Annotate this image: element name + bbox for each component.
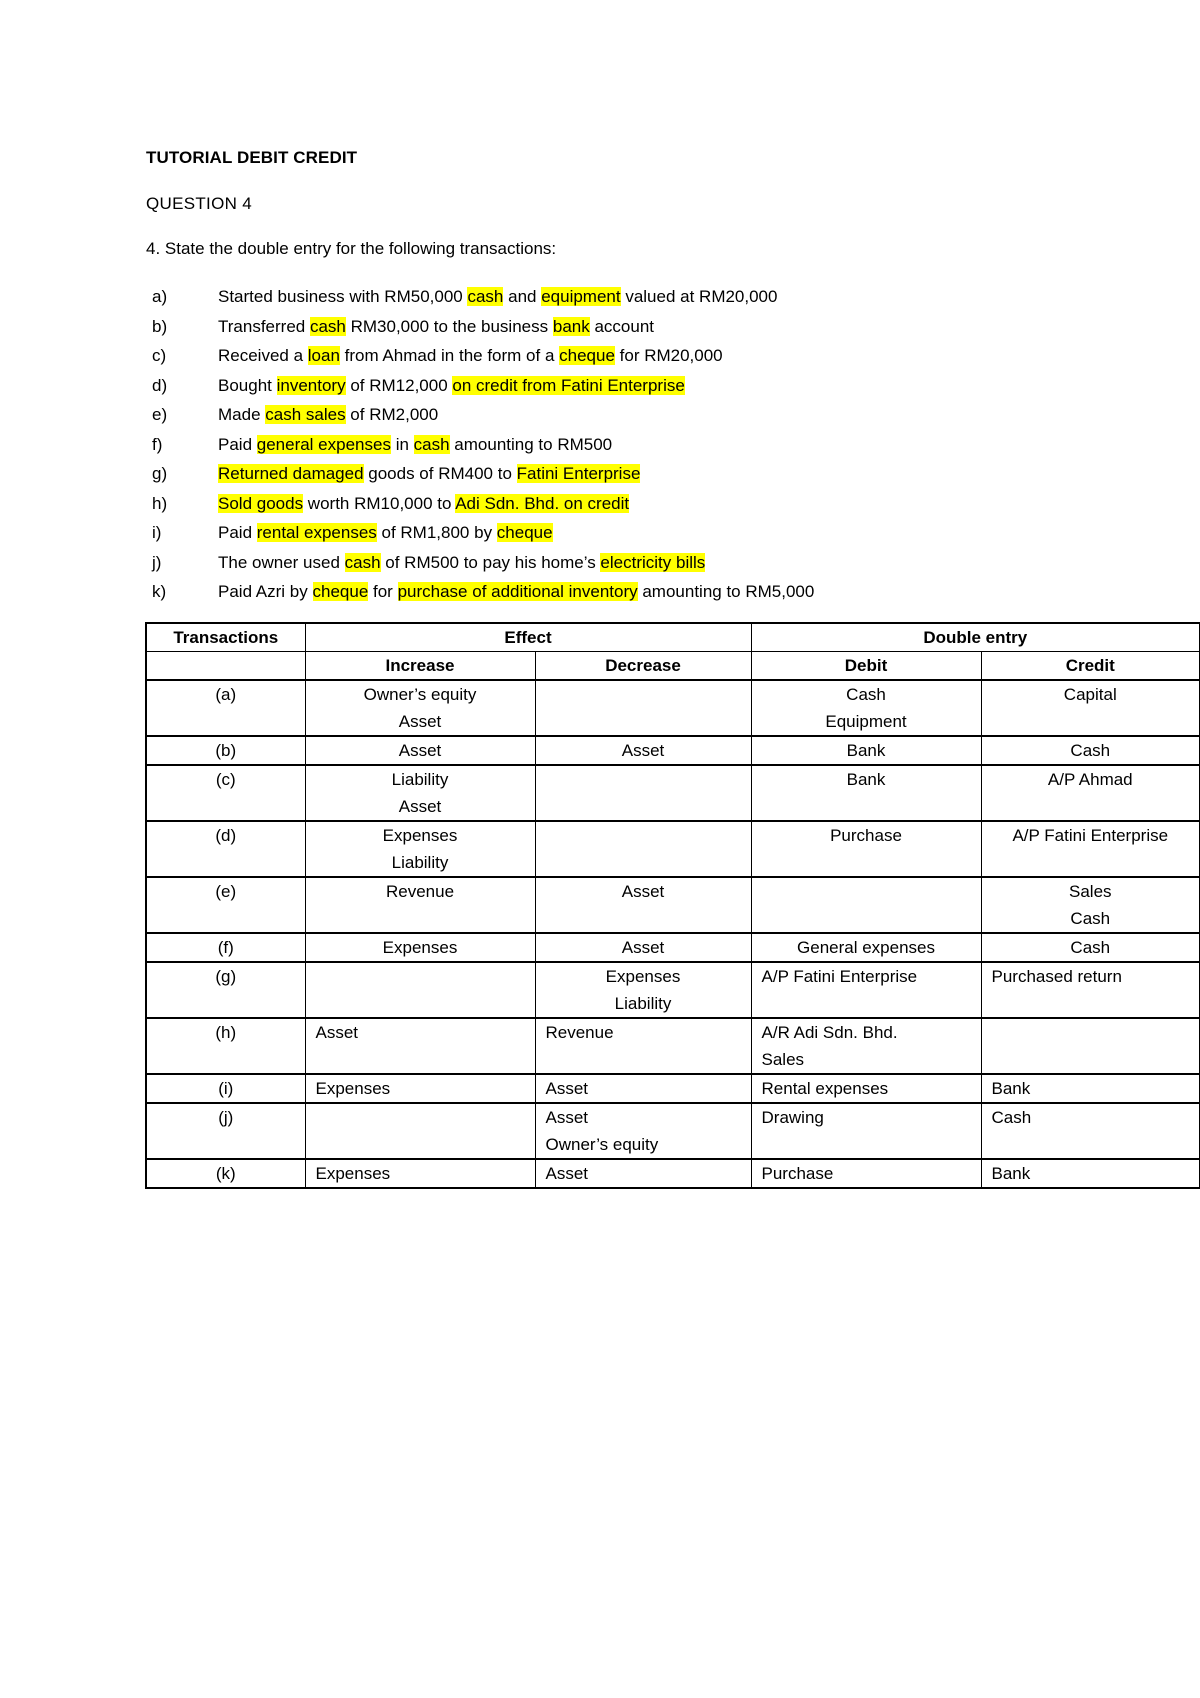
list-marker: b) xyxy=(152,316,168,336)
cell-line: Cash xyxy=(991,1108,1032,1127)
highlighted-term: Fatini Enterprise xyxy=(516,464,641,483)
transaction-item xyxy=(146,489,814,519)
cell-line: Expenses xyxy=(315,1079,391,1098)
transaction-id-cell: (f) xyxy=(146,933,305,962)
transaction-item xyxy=(146,400,814,430)
table-row xyxy=(146,765,1200,821)
cell-line: Equipment xyxy=(825,712,907,731)
highlighted-term: cheque xyxy=(312,582,369,601)
cell-line: Owner’s equity xyxy=(545,1135,659,1154)
cell-line: Bank xyxy=(991,1079,1031,1098)
highlighted-term: loan xyxy=(307,346,340,365)
cell-line: General expenses xyxy=(797,938,935,957)
highlighted-term: rental expenses xyxy=(256,523,377,542)
highlighted-term: Returned damaged xyxy=(218,464,364,483)
transaction-id-cell: (e) xyxy=(146,877,305,933)
table-row xyxy=(146,877,1200,933)
cell-line: Bank xyxy=(846,770,886,789)
highlighted-term: purchase of additional inventory xyxy=(397,582,638,601)
transaction-item xyxy=(146,341,814,371)
table-body xyxy=(146,680,1200,1188)
transaction-list xyxy=(146,282,814,607)
credit-cell xyxy=(981,736,1200,765)
credit-cell xyxy=(981,877,1200,933)
debit-cell xyxy=(751,680,981,736)
transaction-id-cell: (i) xyxy=(146,1074,305,1103)
header-debit: Debit xyxy=(751,652,981,681)
list-marker: a) xyxy=(152,287,168,306)
table-row xyxy=(146,821,1200,877)
decrease-cell xyxy=(535,1103,751,1159)
item-text: Bought xyxy=(218,375,277,395)
item-text: of RM500 to pay his home’s xyxy=(380,552,601,572)
item-text: account xyxy=(589,316,654,336)
cell-line: Expenses xyxy=(315,1164,391,1183)
cell-line: Liability xyxy=(391,853,449,872)
decrease-cell xyxy=(535,1074,751,1103)
increase-cell xyxy=(305,1018,535,1074)
increase-cell xyxy=(305,821,535,877)
item-text: Transferred xyxy=(218,316,310,336)
decrease-cell xyxy=(535,962,751,1018)
header-effect: Effect xyxy=(305,623,751,652)
table-row xyxy=(146,933,1200,962)
debit-cell xyxy=(751,1103,981,1159)
cell-line: Revenue xyxy=(385,882,455,901)
list-marker: g) xyxy=(152,464,168,483)
transaction-item xyxy=(146,371,814,401)
decrease-cell xyxy=(535,877,751,933)
cell-line: Asset xyxy=(398,712,442,731)
item-text: amounting to RM5,000 xyxy=(637,582,815,601)
item-text: valued at RM20,000 xyxy=(620,287,778,306)
item-text: RM30,000 to the business xyxy=(345,316,553,336)
cell-line: Liability xyxy=(391,770,449,789)
highlighted-term: cheque xyxy=(496,523,553,542)
item-text: amounting to RM500 xyxy=(449,434,613,454)
header-credit: Credit xyxy=(981,652,1200,681)
table-row xyxy=(146,736,1200,765)
cell-line: Asset xyxy=(398,797,442,816)
credit-cell xyxy=(981,962,1200,1018)
cell-line: Asset xyxy=(621,741,665,760)
item-text: Made xyxy=(218,405,266,424)
debit-cell xyxy=(751,821,981,877)
question-instruction: 4. State the double entry for the following transactions: xyxy=(146,239,557,258)
transaction-item xyxy=(146,577,814,607)
header-double-entry: Double entry xyxy=(751,623,1200,652)
decrease-cell xyxy=(535,736,751,765)
item-text: of RM12,000 xyxy=(345,375,453,395)
list-marker: k) xyxy=(152,582,167,601)
cell-line: Cash xyxy=(846,685,886,704)
cell-line: Purchase xyxy=(830,826,902,845)
cell-line: Asset xyxy=(545,1079,589,1098)
cell-line: Rental expenses xyxy=(761,1079,889,1098)
debit-cell xyxy=(751,877,981,933)
increase-cell xyxy=(305,933,535,962)
list-marker: d) xyxy=(152,375,168,395)
cell-line: A/R Adi Sdn. Bhd. xyxy=(761,1023,898,1042)
list-marker: h) xyxy=(152,493,168,513)
list-marker: f) xyxy=(152,434,163,454)
cell-line: Asset xyxy=(621,938,665,957)
cell-line: Cash xyxy=(1070,938,1111,957)
decrease-cell xyxy=(535,765,751,821)
highlighted-term: inventory xyxy=(276,375,346,395)
highlighted-term: bank xyxy=(552,316,590,336)
transaction-id-cell: (d) xyxy=(146,821,305,877)
credit-cell xyxy=(981,1018,1200,1074)
highlighted-term: equipment xyxy=(541,287,621,306)
cell-line: Cash xyxy=(1070,741,1111,760)
item-text: for RM20,000 xyxy=(614,346,723,365)
cell-line: Purchased return xyxy=(991,967,1122,986)
item-text: Received a xyxy=(218,346,308,365)
item-text: The owner used xyxy=(218,552,345,572)
highlighted-term: cash xyxy=(344,552,381,572)
debit-cell xyxy=(751,736,981,765)
debit-cell xyxy=(751,962,981,1018)
cell-line: Bank xyxy=(991,1164,1031,1183)
cell-line: Asset xyxy=(315,1023,359,1042)
question-heading: QUESTION 4 xyxy=(146,194,252,213)
credit-cell xyxy=(981,1074,1200,1103)
table-row xyxy=(146,1103,1200,1159)
increase-cell xyxy=(305,1074,535,1103)
transaction-id-cell: (g) xyxy=(146,962,305,1018)
table-row xyxy=(146,680,1200,736)
highlighted-term: cash sales xyxy=(265,405,346,424)
credit-cell xyxy=(981,933,1200,962)
cell-line: Capital xyxy=(1063,685,1117,704)
table-row xyxy=(146,1074,1200,1103)
cell-line: A/P Ahmad xyxy=(1047,770,1133,789)
debit-cell xyxy=(751,933,981,962)
increase-cell xyxy=(305,962,535,1018)
credit-cell xyxy=(981,1159,1200,1188)
item-text: from Ahmad in the form of a xyxy=(339,346,560,365)
highlighted-term: general expenses xyxy=(256,434,391,454)
decrease-cell xyxy=(535,821,751,877)
transaction-item xyxy=(146,312,814,342)
transaction-item xyxy=(146,518,814,548)
header-transactions: Transactions xyxy=(146,623,305,652)
list-marker: j) xyxy=(152,552,162,572)
highlighted-term: Sold goods xyxy=(218,493,304,513)
increase-cell xyxy=(305,877,535,933)
debit-cell xyxy=(751,1018,981,1074)
transaction-id-cell: (a) xyxy=(146,680,305,736)
item-text: goods of RM400 to xyxy=(363,464,517,483)
highlighted-term: cash xyxy=(309,316,346,336)
increase-cell xyxy=(305,736,535,765)
transaction-item xyxy=(146,430,814,460)
cell-line: Drawing xyxy=(761,1108,824,1127)
credit-cell xyxy=(981,680,1200,736)
transaction-item xyxy=(146,459,814,489)
transaction-id-cell: (j) xyxy=(146,1103,305,1159)
cell-line: Expenses xyxy=(382,938,458,957)
cell-line: Purchase xyxy=(761,1164,834,1183)
item-text: in xyxy=(390,434,414,454)
highlighted-term: cheque xyxy=(559,346,615,365)
increase-cell xyxy=(305,680,535,736)
cell-line: Expenses xyxy=(605,967,681,986)
transaction-id-cell: (b) xyxy=(146,736,305,765)
item-text: and xyxy=(503,287,542,306)
double-entry-table xyxy=(145,622,1200,1189)
cell-line: Cash xyxy=(1070,909,1111,928)
item-text: for xyxy=(368,582,398,601)
transaction-id-cell: (c) xyxy=(146,765,305,821)
credit-cell xyxy=(981,765,1200,821)
increase-cell xyxy=(305,1159,535,1188)
debit-cell xyxy=(751,765,981,821)
transaction-id-cell: (k) xyxy=(146,1159,305,1188)
cell-line: Asset xyxy=(545,1164,589,1183)
header-increase: Increase xyxy=(305,652,535,681)
item-text: of RM2,000 xyxy=(345,405,439,424)
cell-line: Revenue xyxy=(545,1023,614,1042)
cell-line: Asset xyxy=(621,882,665,901)
cell-line: A/P Fatini Enterprise xyxy=(1012,826,1169,845)
decrease-cell xyxy=(535,680,751,736)
cell-line: Sales xyxy=(761,1050,805,1069)
increase-cell xyxy=(305,765,535,821)
cell-line: A/P Fatini Enterprise xyxy=(761,967,918,986)
item-text: Paid xyxy=(218,523,257,542)
table-row xyxy=(146,962,1200,1018)
increase-cell xyxy=(305,1103,535,1159)
decrease-cell xyxy=(535,933,751,962)
transaction-item xyxy=(146,548,814,578)
table-row xyxy=(146,1159,1200,1188)
highlighted-term: on credit from Fatini Enterprise xyxy=(452,375,685,395)
decrease-cell xyxy=(535,1018,751,1074)
transaction-item xyxy=(146,282,814,312)
list-marker: c) xyxy=(152,346,167,365)
table-row xyxy=(146,1018,1200,1074)
highlighted-term: Adi Sdn. Bhd. on credit xyxy=(455,493,630,513)
cell-line: Expenses xyxy=(382,826,458,845)
header-blank-cell xyxy=(146,652,305,681)
cell-line: Asset xyxy=(545,1108,589,1127)
list-marker: e) xyxy=(152,405,168,424)
item-text: worth RM10,000 to xyxy=(303,493,456,513)
cell-line: Bank xyxy=(846,741,886,760)
item-text: Started business with RM50,000 xyxy=(218,287,468,306)
item-text: Paid Azri by xyxy=(218,582,313,601)
document-title: TUTORIAL DEBIT CREDIT xyxy=(146,148,358,167)
decrease-cell xyxy=(535,1159,751,1188)
debit-cell xyxy=(751,1074,981,1103)
debit-cell xyxy=(751,1159,981,1188)
list-marker: i) xyxy=(152,523,162,542)
cell-line: Owner’s equity xyxy=(363,685,477,704)
transaction-id-cell: (h) xyxy=(146,1018,305,1074)
highlighted-term: cash xyxy=(467,287,504,306)
header-decrease: Decrease xyxy=(535,652,751,681)
cell-line: Sales xyxy=(1069,882,1112,901)
item-text: of RM1,800 by xyxy=(376,523,497,542)
item-text: Paid xyxy=(218,434,257,454)
cell-line: Liability xyxy=(614,994,672,1013)
credit-cell xyxy=(981,1103,1200,1159)
cell-line: Asset xyxy=(398,741,442,760)
credit-cell xyxy=(981,821,1200,877)
highlighted-term: electricity bills xyxy=(600,552,706,572)
highlighted-term: cash xyxy=(413,434,450,454)
